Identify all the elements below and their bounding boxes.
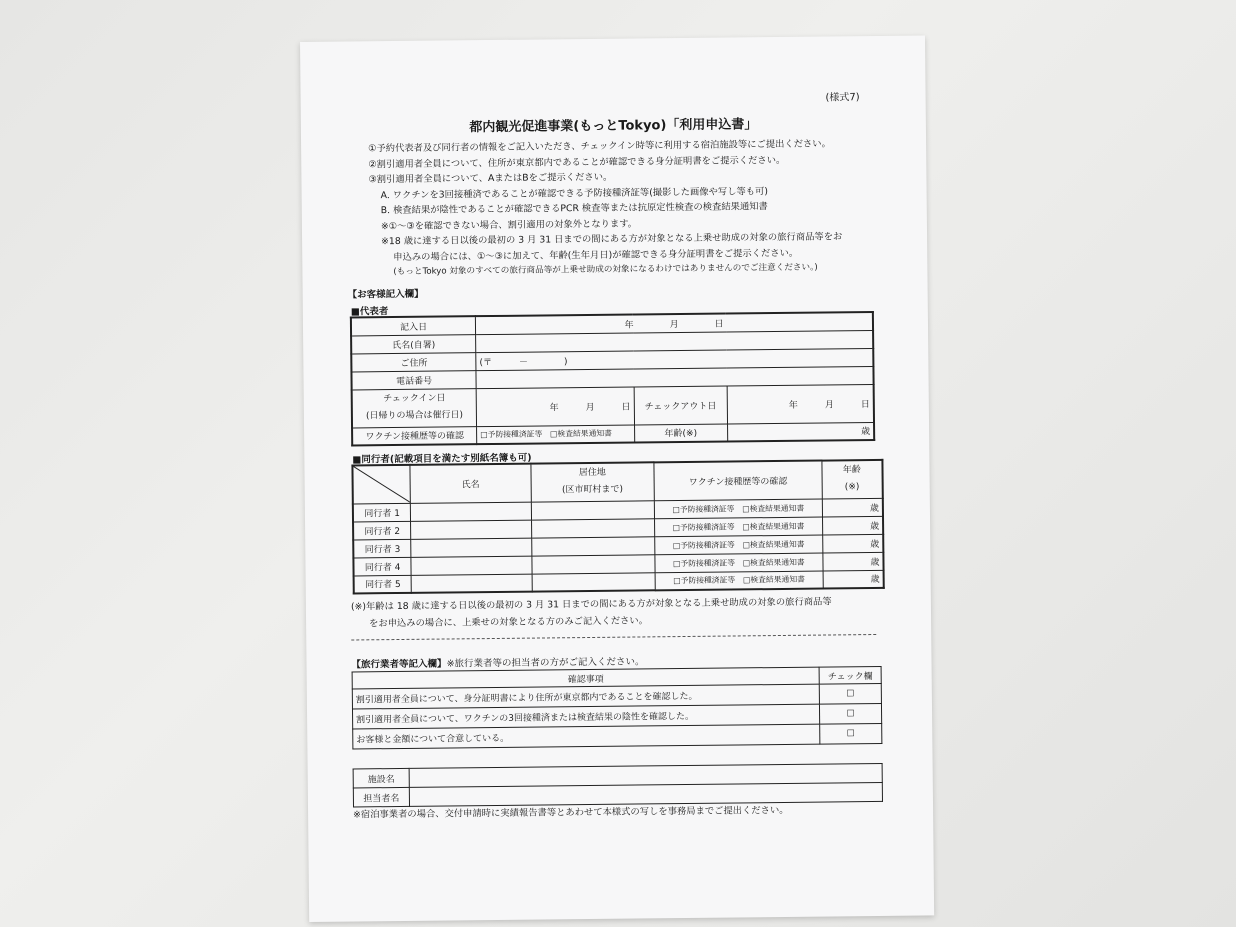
entry-date-field[interactable]: 年 月 日 [476,312,874,334]
instruction-notes [356,136,843,281]
check-box[interactable]: ☐ [819,683,881,704]
note-a: A. ワクチンを3回接種済であることが確認できる予防接種済証等(撮影した画像や写し等も可) [380,185,769,201]
companion-residence-field[interactable] [531,536,655,555]
note-caution: (もっとTokyo 対象のすべての旅行商品等が上乗せ助成の対象になるわけではありませんのでご注意ください。) [393,262,818,278]
entry-date-label: 記入日 [351,316,476,335]
col-vaccine: ワクチン接種歴等の確認 [654,461,822,501]
agency-section-title: 【旅行業者等記入欄】 [351,658,447,671]
companion-label: 同行者 5 [354,575,412,594]
companion-age-field[interactable]: 歳 [822,516,883,535]
table-row [353,723,882,749]
section-divider [351,634,876,640]
confirm-item: お客様と金額について合意している。 [353,724,820,749]
companion-age-field[interactable]: 歳 [823,570,884,589]
companion-table [351,459,884,595]
checkin-label-main: チェックイン日 [383,393,446,405]
final-note: ※宿泊事業者の場合、交付申請時に実績報告書等とあわせて本様式の写しを事務局までご提出ください。 [353,804,789,821]
vaccine-label: ワクチン接種歴等の確認 [352,426,477,445]
diagonal-line-icon [353,466,410,503]
note-age-1: ※18 歳に達する日以後の最初の 3 月 31 日までの間にある方が対象となる上乗せ助成の対象の旅行商品等をお [381,231,843,248]
companion-name-field[interactable] [411,538,531,557]
companion-name-field[interactable] [411,574,531,593]
checkout-date-field[interactable]: 年 月 日 [727,384,874,424]
companion-name-field[interactable] [411,502,531,521]
facility-label: 施設名 [353,768,409,788]
companion-vaccine-options[interactable]: □予防接種済証等 □検査結果通知書 [655,535,823,555]
note-1: ①予約代表者及び同行者の情報をご記入いただき、チェックイン時等に利用する宿泊施設等にご提出ください。 [368,138,831,155]
representative-table [350,311,875,446]
check-box[interactable]: ☐ [820,723,882,744]
col-residence-sub: (区市町村まで) [561,484,624,496]
name-label: 氏名(自署) [351,334,476,353]
checkin-label [352,388,477,427]
age-field[interactable]: 歳 [727,422,874,442]
companion-residence-field[interactable] [531,518,655,537]
col-age-sub: (※) [844,482,860,493]
age-footnote [351,593,832,632]
corner-cell [352,465,410,504]
col-residence-main: 居住地 [578,468,606,479]
note-3: ③割引適用者全員について、AまたはBをご提示ください。 [368,171,613,186]
checkin-date-field[interactable]: 年 月 日 [476,387,634,427]
age-label: 年齢(※) [634,424,727,443]
companion-label: 同行者 2 [353,521,411,540]
col-age-main: 年齢 [842,465,861,476]
phone-label: 電話番号 [351,370,476,389]
note-age-2: 申込みの場合には、①～③に加えて、年齢(生年月日)が確認できる身分証明書をご提示ください。 [393,247,799,263]
age-footnote-line-1: (※)年齢は 18 歳に達する日以後の最初の 3 月 31 日までの間にある方が対象となる上乗せ助成の対象の旅行商品等 [350,596,832,613]
representative-heading: ■代表者 [350,306,389,318]
form-id: (様式7) [825,92,860,104]
agency-check-table [352,666,883,750]
companion-age-field[interactable]: 歳 [822,534,883,553]
staff-label: 担当者名 [353,787,409,807]
col-check: チェック欄 [819,666,881,684]
address-label: ご住所 [351,352,476,371]
note-2: ②割引適用者全員について、住所が東京都内であることが確認できる身分証明書をご提示ください。 [368,154,786,170]
confirm-item: 割引適用者全員について、ワクチンの3回接種済または検査結果の陰性を確認した。 [352,704,819,729]
check-box[interactable]: ☐ [820,703,882,724]
application-form-sheet [300,35,934,921]
checkin-label-sub: (日帰りの場合は催行日) [365,410,464,422]
companion-age-field[interactable]: 歳 [822,498,883,517]
address-field[interactable]: (〒 － ) [476,348,874,370]
form-title: 都内観光促進事業(もっとTokyo)「利用申込書」 [469,117,758,136]
col-name: 氏名 [410,464,531,503]
vaccine-options[interactable]: □予防接種済証等 □検査結果通知書 [477,425,635,445]
facility-table [353,763,883,808]
checkout-label: チェックアウト日 [634,386,727,425]
companion-age-field[interactable]: 歳 [823,552,884,571]
companion-name-field[interactable] [411,520,531,539]
confirm-item: 割引適用者全員について、身分証明書により住所が東京都内であることを確認した。 [352,684,819,709]
col-confirm-items: 確認事項 [352,667,819,689]
companion-label: 同行者 3 [353,539,411,558]
note-b: B. 検査結果が陰性であることが確認できるPCR 検査等または抗原定性検査の検査結果通知書 [380,201,768,217]
companion-vaccine-options[interactable]: □予防接種済証等 □検査結果通知書 [655,553,823,573]
col-residence [530,462,654,501]
agency-section-note: ※旅行業者等の担当者の方がご記入ください。 [446,656,645,670]
companion-residence-field[interactable] [532,572,656,591]
companion-residence-field[interactable] [531,500,655,519]
companion-vaccine-options[interactable]: □予防接種済証等 □検査結果通知書 [655,571,823,591]
companion-label: 同行者 4 [353,557,411,576]
companion-name-field[interactable] [411,556,531,575]
companion-vaccine-options[interactable]: □予防接種済証等 □検査結果通知書 [654,499,822,519]
companion-heading: ■同行者(記載項目を満たす別紙名簿も可) [352,452,532,466]
col-age [822,460,883,499]
note-exclusion: ※①～③を確認できない場合、割引適用の対象外となります。 [380,217,638,232]
age-footnote-line-2: をお申込みの場合に、上乗せの対象となる方のみご記入ください。 [369,615,649,630]
companion-label: 同行者 1 [353,503,411,522]
companion-residence-field[interactable] [531,554,655,573]
customer-section-heading: 【お客様記入欄】 [347,288,424,301]
companion-vaccine-options[interactable]: □予防接種済証等 □検査結果通知書 [655,517,823,537]
